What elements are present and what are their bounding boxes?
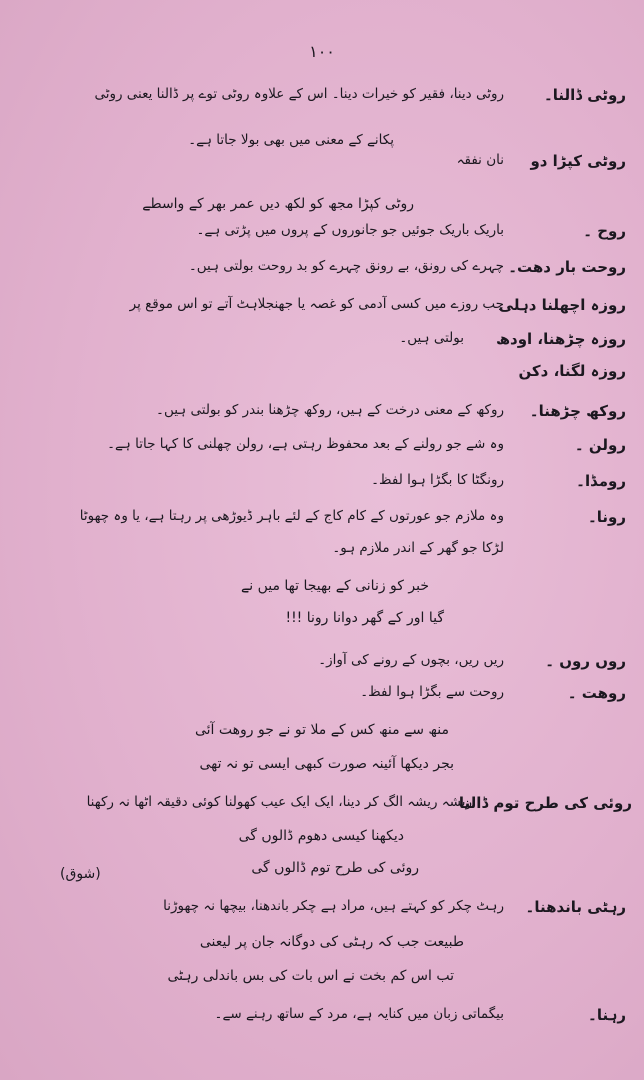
headword: روئی کی طرح توم ڈالنا (458, 794, 632, 812)
definition: ریں ریں، بچوں کے رونے کی آواز۔ (318, 652, 504, 668)
entry-rookh-charhna (156, 402, 626, 420)
entry-rolan (107, 436, 626, 454)
verse-line: روئی کی طرح توم ڈالوں گی (251, 860, 419, 876)
headword: روٹی ڈالنا۔ (544, 86, 626, 104)
verse-line: خبر کو زنانی کے بھیجا تھا میں نے (241, 578, 429, 594)
headword: روھت ۔ (567, 684, 626, 702)
headword: رولن ۔ (574, 436, 626, 454)
definition: رہٹ چکر کو کہتے ہیں، مراد ہے چکر باندھنا، بیچھا نہ چھوڑنا (163, 898, 504, 914)
verse-line: منھ سے منھ کس کے ملا تو نے جو روھت آئی (194, 722, 449, 738)
definition: وہ شے جو رولنے کے بعد محفوظ رہتی ہے، رولن چھلنی کا کہا جاتا ہے۔ (107, 436, 504, 452)
definition: بولتی ہیں۔ (399, 330, 464, 346)
headword: رومڈا۔ (576, 472, 626, 490)
definition: روحت سے بگڑا ہوا لفظ۔ (360, 684, 504, 700)
definition: نان نفقہ (456, 152, 504, 168)
entry-roohat-2 (360, 684, 626, 702)
headword: رہنا۔ (588, 1006, 626, 1024)
verse-line: گیا اور کے گھر دوانا رونا !!! (285, 610, 444, 626)
verse-line: بجر دیکھا آئینہ صورت کبھی ایسی تو نہ تھی (199, 756, 454, 772)
headword: روٹی کپڑا دو (530, 152, 626, 170)
verse-line: دیکھنا کیسی دھوم ڈالوں گی (238, 828, 404, 844)
entry-roza-uchalna (130, 296, 626, 314)
entry-roti-kapra (457, 152, 626, 170)
definition: ریشہ ریشہ الگ کر دینا، ایک ایک عیب کھولنا کوئی دقیقہ اٹھا نہ رکھنا (86, 794, 472, 810)
headword: روکھ چڑھنا۔ (529, 402, 626, 420)
entry-rooh (197, 222, 626, 240)
definition: بیگماتی زبان میں کنایہ ہے، مرد کے ساتھ رہنے سے۔ (214, 1006, 504, 1022)
headword: رہٹی باندھنا۔ (525, 898, 626, 916)
headword: روزہ اچھلنا دہلی (498, 296, 626, 314)
definition: باریک باریک جوئیں جو جانوروں کے پروں میں پڑتی ہے۔ (196, 222, 504, 238)
headword: روزہ لگنا، دکن (518, 362, 626, 380)
definition: روکھ کے معنی درخت کے ہیں، روکھ چڑھنا بندر کو بولتی ہیں۔ (156, 402, 504, 418)
definition: رونگٹا کا بگڑا ہوا لفظ۔ (371, 472, 504, 488)
definition-continuation: پکانے کے معنی میں بھی بولا جاتا ہے۔ (188, 132, 394, 148)
entry-roohat (189, 258, 626, 276)
verse-line: تب اس کم بخت نے اس بات کی بس باندلی رہٹی (167, 968, 454, 984)
definition: روٹی دینا، فقیر کو خیرات دینا۔ اس کے علاوہ روٹی توے پر ڈالنا یعنی روٹی (94, 86, 504, 102)
verse-line: روٹی کپڑا مجھ کو لکھ دیں عمر بھر کے واسطے (142, 196, 414, 212)
entry-rehna (215, 1006, 626, 1024)
verse-line: طبیعت جب کہ رہٹی کی دوگانہ جان پر لیعنی (199, 934, 464, 950)
page-number: ۱۰۰ (309, 42, 335, 61)
definition-continuation: لڑکا جو گھر کے اندر ملازم ہو۔ (332, 540, 504, 556)
entry-roti-dalna (94, 86, 626, 104)
poet-name: (شوق) (60, 866, 101, 882)
entry-roza-lagna (514, 362, 626, 380)
headword: رونا۔ (587, 508, 626, 526)
definition: وہ ملازم جو عورتوں کے کام کاج کے لئے باہر ڈیوڑھی پر رہتا ہے، یا وہ چھوٹا (79, 508, 504, 524)
entry-romda (371, 472, 626, 490)
entry-rooi-ki-tarah (87, 794, 632, 812)
definition: چہرے کی رونق، بے رونق چہرے کو بد روحت بولتی ہیں۔ (188, 258, 504, 274)
headword: روں روں ۔ (545, 652, 626, 670)
headword: روحت بار دھت۔ (508, 258, 626, 276)
headword: روح ۔ (583, 222, 626, 240)
definition: جب روزے میں کسی آدمی کو غصہ یا جھنجلاہٹ آتے تو اس موقع پر (129, 296, 504, 312)
entry-roza-charhna (399, 330, 626, 348)
entry-rehti-bandhna (163, 898, 626, 916)
entry-roon-roon (318, 652, 626, 670)
entry-rona (80, 508, 626, 526)
headword: روزہ چڑھنا، اودھ (495, 330, 626, 348)
